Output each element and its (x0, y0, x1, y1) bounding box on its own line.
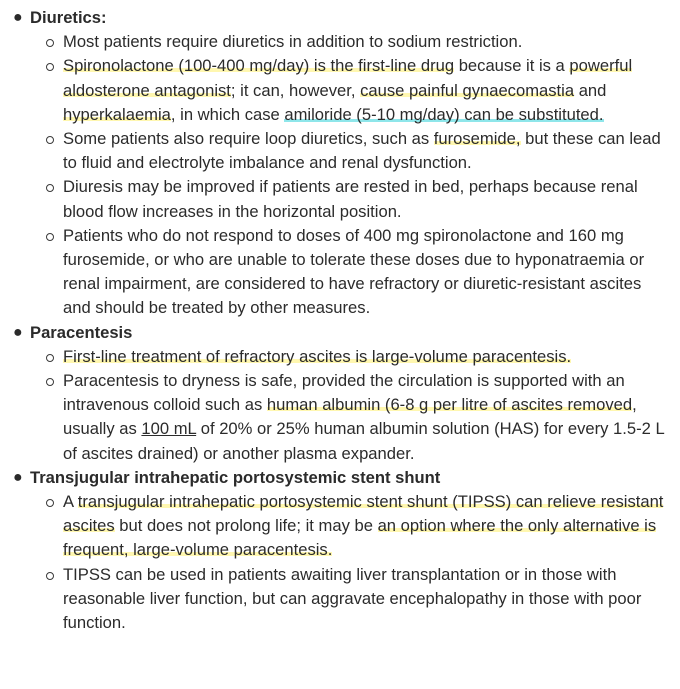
body-text: , in which case (170, 104, 285, 124)
hollow-bullet-icon (46, 63, 54, 71)
bullet-icon: ● (13, 323, 23, 341)
body-text: but does not prolong life; it may be (114, 516, 378, 536)
body-text: of 20% or 25% human albumin solution (HAS) for every 1.5-2 L of ascites drained) or another plasma expander. (63, 419, 665, 463)
body-text: Paracentesis to dryness is safe, provided the circulation is supported with an intravenous colloid such as (63, 371, 625, 415)
section-title: Diuretics: (30, 8, 107, 27)
sub-list (30, 490, 672, 635)
highlighted-text: First-line treatment of refractory ascites is large-volume paracentesis. (63, 346, 572, 366)
body-text: , usually as (63, 395, 637, 439)
underlined-text: 100 mL (141, 419, 197, 439)
hollow-bullet-icon (46, 184, 54, 192)
hollow-bullet-icon (46, 378, 54, 386)
body-text: because it is a (454, 56, 570, 76)
bullet-icon: ● (13, 468, 23, 486)
cyan-highlighted-text: amiloride (5-10 mg/day) can be substituted. (284, 104, 604, 124)
sub-item (30, 30, 672, 54)
body-text: Diuresis may be improved if patients are rested in bed, perhaps because renal blood flow increases in the horizontal position. (63, 177, 638, 221)
sub-item (30, 54, 672, 127)
hollow-bullet-icon (46, 354, 54, 362)
section-title: Paracentesis (30, 322, 133, 342)
body-text: but these can lead to fluid and electrolyte imbalance and renal dysfunction. (63, 129, 661, 173)
hollow-bullet-icon (46, 233, 54, 241)
body-text: Most patients require diuretics in addition to sodium restriction. (63, 32, 523, 52)
sub-item (30, 563, 672, 636)
highlighted-text: hyperkalaemia (63, 104, 171, 124)
sub-item (30, 127, 672, 175)
body-text: Patients who do not respond to doses of 400 mg spironolactone and 160 mg furosemide, or who are unable to tolerate these doses due to hyponatraemia or renal impairment, are considered to have refractory or diuretic-resistant ascites and should be treated by other measures. (63, 225, 645, 318)
bullet-icon: ● (13, 9, 23, 26)
sub-item (30, 490, 672, 563)
highlighted-text: an option where the only alternative is frequent, large-volume paracentesis. (63, 516, 657, 560)
body-text: A (63, 492, 78, 512)
hollow-bullet-icon (46, 499, 54, 507)
highlighted-text: human albumin (6-8 g per litre of ascites removed (266, 395, 633, 415)
highlighted-text: Spironolactone (100-400 mg/day) is the first-line drug (63, 56, 455, 76)
hollow-bullet-icon (46, 572, 54, 580)
body-text: and (574, 80, 607, 100)
body-text: Some patients also require loop diuretics, such as (63, 129, 434, 149)
section-item (6, 321, 672, 466)
highlighted-text: transjugular intrahepatic portosystemic stent shunt (TIPSS) can relieve resistant ascites (63, 492, 664, 536)
sub-item (30, 175, 672, 223)
section-title: Transjugular intrahepatic portosystemic stent shunt (30, 467, 441, 487)
hollow-bullet-icon (46, 39, 54, 47)
section-item (6, 466, 672, 635)
sub-list (30, 345, 672, 466)
section-item (6, 6, 672, 321)
hollow-bullet-icon (46, 136, 54, 144)
sub-list (30, 30, 672, 320)
sub-item (30, 345, 672, 369)
body-text: TIPSS can be used in patients awaiting liver transplantation or in those with reasonable liver function, but can aggravate encephalopathy in those with poor function. (63, 564, 642, 633)
highlighted-text: furosemide, (433, 129, 521, 149)
sub-item (30, 224, 672, 321)
body-text: ; it can, however, (230, 80, 361, 100)
sub-item (30, 369, 672, 466)
highlighted-text: cause painful gynaecomastia (360, 80, 575, 100)
highlighted-text: powerful aldosterone antagonist (63, 56, 633, 100)
outline-list (6, 6, 672, 635)
